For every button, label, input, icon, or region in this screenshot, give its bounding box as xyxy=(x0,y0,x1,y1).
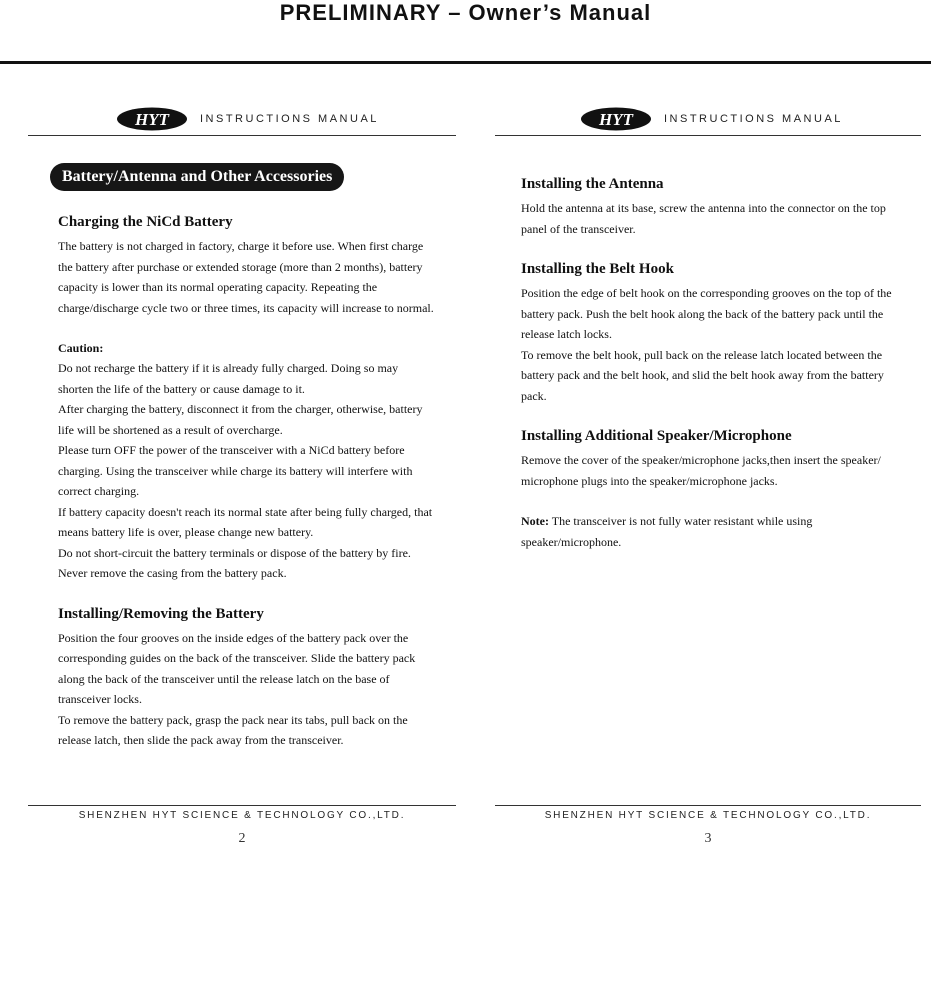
antenna-heading: Installing the Antenna xyxy=(521,176,664,192)
installing-text: Position the four grooves on the inside edges of the battery pack over the corresponding guides on the back of the transceiver. Slide the battery pack along the back of the transceiver until the release latch on the base of transceiver locks. xyxy=(58,630,416,706)
charging-heading: Charging the NiCd Battery xyxy=(58,214,233,230)
page-number: 2 xyxy=(238,831,246,846)
right-content xyxy=(521,174,905,552)
caution-item: Please turn OFF the power of the transceiver with a NiCd battery before charging. Using the transceiver while charge its battery will interfere with correct charging. xyxy=(58,443,413,498)
caution-item: If battery capacity doesn't reach its normal state after being fully charged, that means battery life is over, please change new battery. xyxy=(58,504,433,539)
installing-heading: Installing/Removing the Battery xyxy=(58,605,264,622)
hyt-logo-icon xyxy=(580,107,652,131)
footer-rule xyxy=(28,805,456,806)
right-page xyxy=(495,100,921,860)
footer-rule xyxy=(495,805,921,806)
document-title: PRELIMINARY – Owner’s Manual xyxy=(279,0,652,25)
speaker-heading: Installing Additional Speaker/Microphone xyxy=(521,428,792,444)
charging-text: The battery is not charged in factory, charge it before use. When first charge the battery after purchase or extended storage (more than 2 months), battery capacity is lower than its normal operating capacity. Repeating the charge/discharge cycle two or three times, its capacity will increase to normal. xyxy=(58,239,434,315)
note-text: The transceiver is not fully water resistant while using speaker/microphone. xyxy=(521,514,813,549)
caution-item: Do not recharge the battery if it is already fully charged. Doing so may shorten the life of the battery or cause damage to it. xyxy=(58,361,399,396)
belt-heading: Installing the Belt Hook xyxy=(521,261,674,277)
caution-item: After charging the battery, disconnect it from the charger, otherwise, battery life will be shortened as a result of overcharge. xyxy=(58,402,423,437)
header-rule xyxy=(495,135,921,136)
speaker-text: Remove the cover of the speaker/microphone jacks,then insert the speaker/ microphone plugs into the speaker/microphone jacks. xyxy=(521,453,881,488)
header-label: INSTRUCTIONS MANUAL xyxy=(200,113,379,125)
header-rule xyxy=(28,135,456,136)
caution-item: Do not short-circuit the battery terminals or dispose of the battery by fire. Never remove the casing from the battery pack. xyxy=(58,545,411,580)
page-number: 3 xyxy=(704,831,712,846)
page-header xyxy=(580,106,843,132)
left-content xyxy=(58,212,436,751)
title-rule xyxy=(0,61,931,64)
footer-company: SHENZHEN HYT SCIENCE & TECHNOLOGY CO.,LTD. xyxy=(544,810,872,821)
page-header xyxy=(116,106,379,132)
header-label: INSTRUCTIONS MANUAL xyxy=(664,113,843,125)
belt-text: Position the edge of belt hook on the corresponding grooves on the top of the battery pack. Push the belt hook along the back of the battery pack until the release latch locks. xyxy=(521,286,892,341)
antenna-text: Hold the antenna at its base, screw the antenna into the connector on the top panel of the transceiver. xyxy=(521,201,886,236)
caution-label: Caution: xyxy=(58,341,104,355)
note-paragraph xyxy=(521,511,905,552)
footer-company: SHENZHEN HYT SCIENCE & TECHNOLOGY CO.,LTD. xyxy=(78,810,406,821)
removing-text: To remove the battery pack, grasp the pack near its tabs, pull back on the release latch, then slide the pack away from the transceiver. xyxy=(58,712,408,747)
note-label: Note: xyxy=(521,514,549,528)
svg-text:HYT: HYT xyxy=(599,110,633,129)
svg-text:HYT: HYT xyxy=(135,110,169,129)
section-banner: Battery/Antenna and Other Accessories xyxy=(50,163,344,191)
hyt-logo-icon xyxy=(116,107,188,131)
belt-remove-text: To remove the belt hook, pull back on the release latch located between the battery pack and the belt hook, and slid the belt hook away from the battery pack. xyxy=(521,347,884,403)
left-page xyxy=(28,100,456,860)
